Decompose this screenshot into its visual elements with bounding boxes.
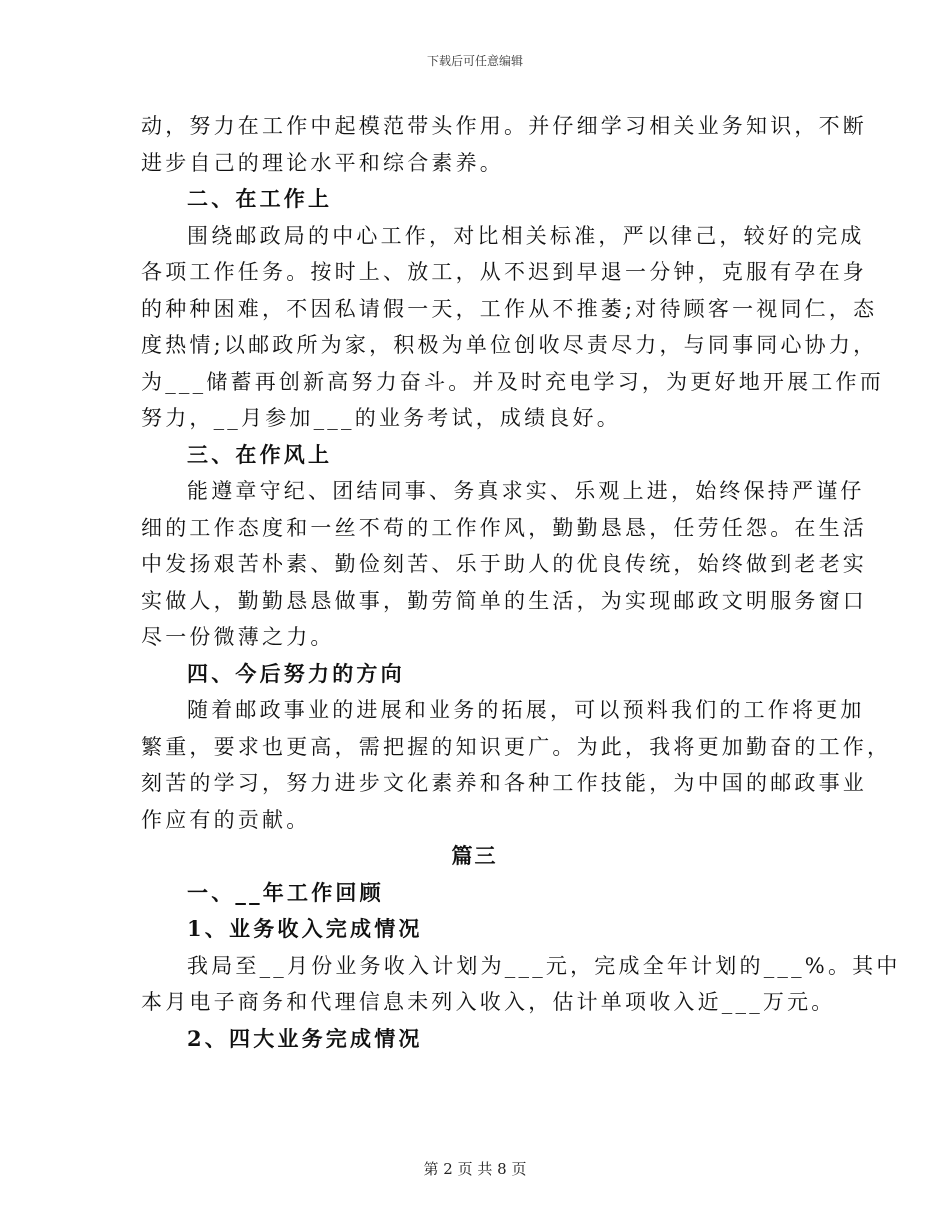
body-line: 实做人，勤勤恳恳做事，勤劳简单的生活，为实现邮政文明服务窗口 <box>141 588 867 613</box>
subsection-heading: 1、业务收入完成情况 <box>187 916 423 941</box>
section-heading: 三、在作风上 <box>187 441 333 467</box>
paragraph-start-line: 围绕邮政局的中心工作，对比相关标准，严以律己，较好的完成 <box>187 223 865 248</box>
paragraph-start-line: 我局至__月份业务收入计划为___元，完成全年计划的___%。其中 <box>187 953 901 978</box>
body-line: 刻苦的学习，努力进步文化素养和各种工作技能，为中国的邮政事业 <box>141 771 867 795</box>
body-line: 度热情;以邮政所为家，积极为单位创收尽责尽力，与同事同心协力， <box>141 333 878 357</box>
body-line: 中发扬艰苦朴素、勤俭刻苦、乐于助人的优良传统，始终做到老老实 <box>141 552 867 576</box>
body-line: 本月电子商务和代理信息未列入收入，估计单项收入近___万元。 <box>141 990 836 1014</box>
body-line: 繁重，要求也更高，需把握的知识更广。为此，我将更加勤奋的工作， <box>141 734 892 759</box>
body-line: 努力，__月参加___的业务考试，成绩良好。 <box>141 406 621 430</box>
paragraph-start-line: 能遵章守纪、团结同事、务真求实、乐观上进，始终保持严谨仔 <box>187 479 865 503</box>
subsection-heading: 2、四大业务完成情况 <box>187 1025 423 1051</box>
body-line: 动，努力在工作中起模范带头作用。并仔细学习相关业务知识，不断 <box>141 114 867 138</box>
body-line: 的种种困难，不因私请假一天，工作从不推萎;对待顾客一视同仁，态 <box>141 296 878 321</box>
body-line: 进步自己的理论水平和综合素养。 <box>141 150 504 175</box>
section-heading: 一、__年工作回顾 <box>187 879 384 905</box>
part-title: 篇三 <box>451 843 498 868</box>
body-line: 为___储蓄再创新高努力奋斗。并及时充电学习，为更好地开展工作而 <box>141 369 884 394</box>
body-line: 细的工作态度和一丝不苟的工作作风，勤勤恳恳，任劳任怨。在生活 <box>141 515 867 540</box>
body-line: 尽一份微薄之力。 <box>141 625 335 649</box>
section-heading: 二、在工作上 <box>187 186 333 211</box>
page-footer: 第 2 页 共 8 页 <box>423 1160 527 1178</box>
body-line: 作应有的贡献。 <box>141 807 311 832</box>
body-line: 各项工作任务。按时上、放工，从不迟到早退一分钟，克服有孕在身 <box>141 260 867 284</box>
paragraph-start-line: 随着邮政事业的进展和业务的拓展，可以预料我们的工作将更加 <box>187 698 865 722</box>
page-header: 下载后可任意编辑 <box>426 54 523 68</box>
document-body <box>141 108 901 1057</box>
section-heading: 四、今后努力的方向 <box>187 660 405 686</box>
